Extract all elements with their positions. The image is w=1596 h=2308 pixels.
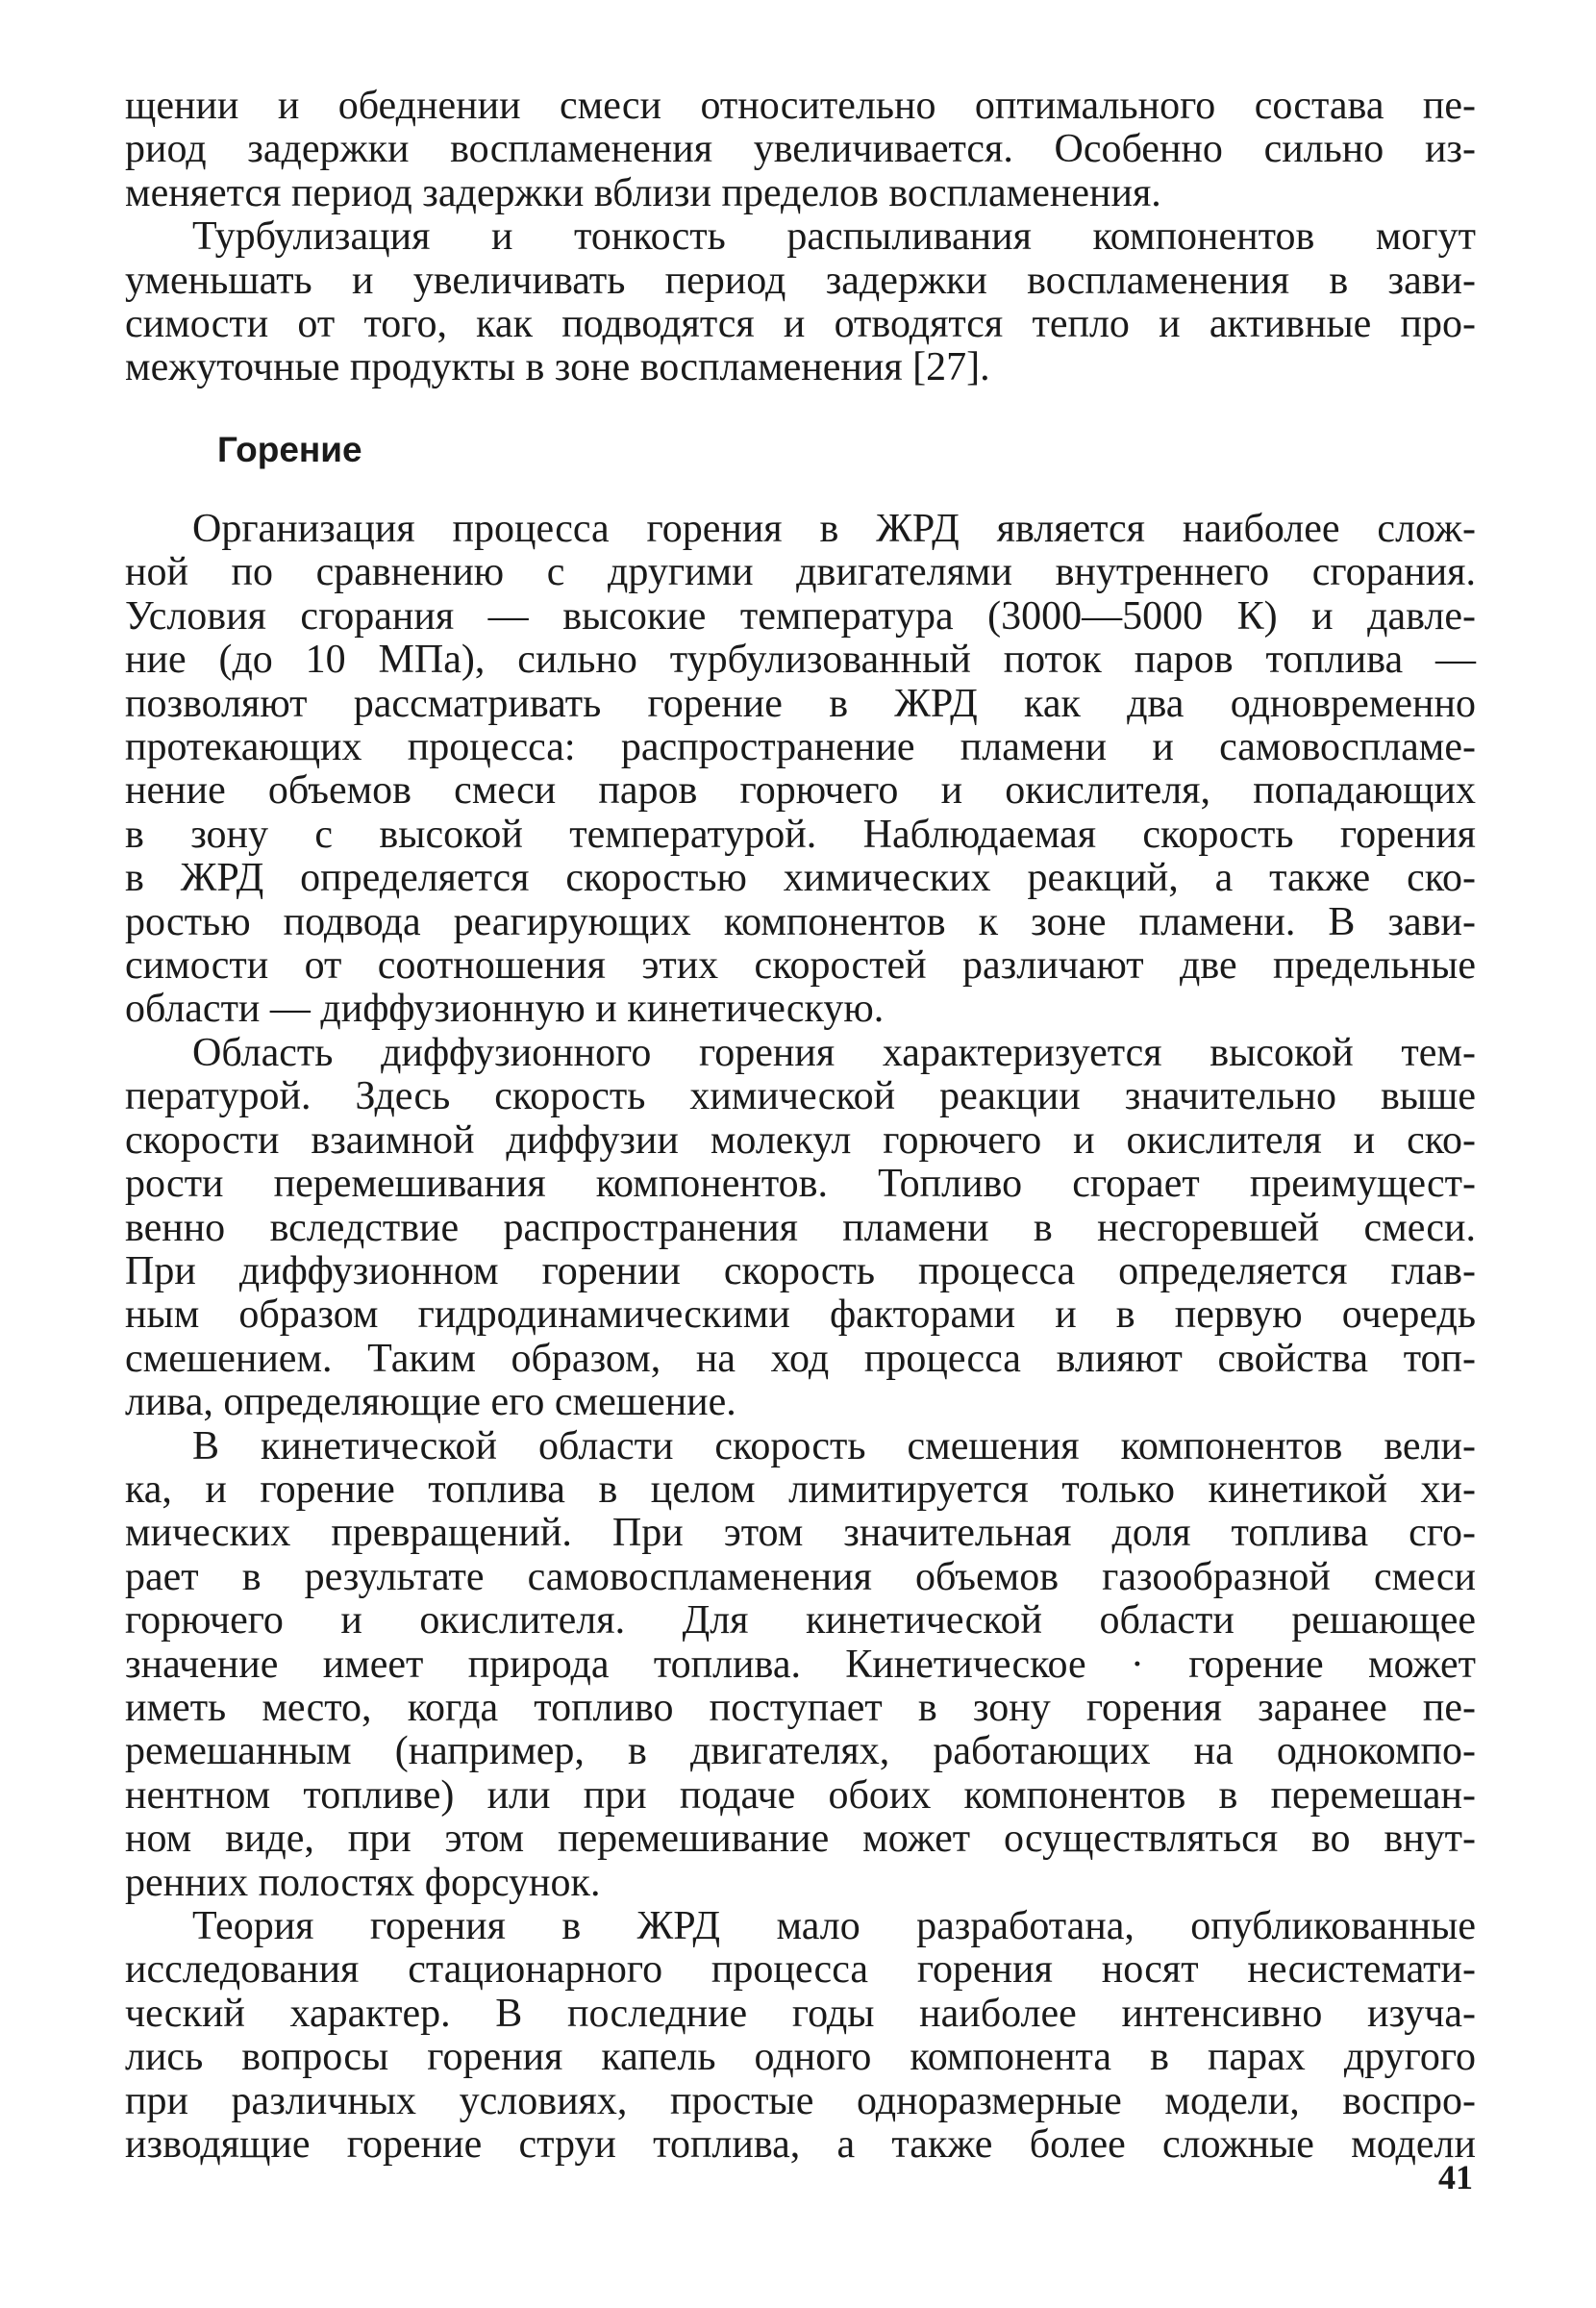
section-heading: Горение [217, 430, 362, 469]
text-line: ном виде, при этом перемешивание может осуществляться во внут- [125, 1817, 1476, 1862]
paragraph-3 [125, 508, 1476, 1032]
text-line: Условия сгорания — высокие температура (3000—5000 К) и давле- [125, 593, 1476, 639]
text-line: значение имеет природа топлива. Кинетическое · горение может [125, 1642, 1476, 1687]
text-line: лись вопросы горения капель одного компонента в парах другого [125, 2035, 1476, 2080]
text-line: протекающих процесса: распространение пламени и самовоспламе- [125, 725, 1476, 770]
text-line: ростью подвода реагирующих компонентов к зоне пламени. В зави- [125, 899, 1476, 944]
text-line: позволяют рассматривать горение в ЖРД как два одновременно [125, 681, 1476, 726]
text-line: исследования стационарного процесса горения носят несистемати- [125, 1947, 1476, 1993]
paragraph-2 [125, 215, 1476, 390]
text-line: ренних полостях форсунок. [125, 1860, 601, 1905]
text-line: ка, и горение топлива в целом лимитируется только кинетикой хи- [125, 1467, 1476, 1512]
text-line: венно вследствие распространения пламени в несгоревшей смеси. [125, 1205, 1476, 1250]
text-line: уменьшать и увеличивать период задержки воспламенения в зави- [125, 258, 1476, 303]
text-line: Область диффузионного горения характеризуется высокой тем- [192, 1030, 1476, 1075]
text-column-top [125, 85, 1476, 390]
paragraph-6 [125, 1905, 1476, 2167]
text-line: меняется период задержки вблизи пределов воспламенения. [125, 170, 1161, 215]
text-line: ние (до 10 МПа), сильно турбулизованный поток паров топлива — [125, 638, 1476, 683]
text-line: лива, определяющие его смешение. [125, 1380, 736, 1425]
page-number: 41 [1438, 2158, 1473, 2196]
paragraph-1 [125, 85, 1476, 215]
text-line: риод задержки воспламенения увеличивается. Особенно сильно из- [125, 127, 1476, 172]
text-line: щении и обеднении смеси относительно оптимального состава пе- [125, 84, 1476, 128]
text-line: иметь место, когда топливо поступает в зону горения заранее пе- [125, 1685, 1476, 1730]
text-line: рости перемешивания компонентов. Топливо сгорает преимущест- [125, 1162, 1476, 1207]
text-line: смешением. Таким образом, на ход процесса влияют свойства топ- [125, 1336, 1476, 1381]
text-line: симости от соотношения этих скоростей различают две предельные [125, 943, 1476, 989]
text-line: нентном топливе) или при подаче обоих компонентов в перемешан- [125, 1772, 1476, 1818]
text-line: горючего и окислителя. Для кинетической области решающее [125, 1598, 1476, 1643]
text-line: рает в результате самовоспламенения объемов газообразной смеси [125, 1554, 1476, 1599]
text-line: ческий характер. В последние годы наиболее интенсивно изуча- [125, 1991, 1476, 2036]
text-line: Турбулизация и тонкость распыливания компонентов могут [192, 214, 1476, 260]
text-line: мических превращений. При этом значительная доля топлива сго- [125, 1511, 1476, 1556]
text-line: симости от того, как подводятся и отводятся тепло и активные про- [125, 302, 1476, 347]
text-column-main [125, 508, 1476, 2167]
paragraph-4 [125, 1032, 1476, 1425]
text-line: ремешанным (например, в двигателях, работающих на однокомпо- [125, 1729, 1476, 1774]
text-line: в зону с высокой температурой. Наблюдаемая скорость горения [125, 812, 1476, 857]
text-line: В кинетической области скорость смешения компонентов вели- [192, 1423, 1476, 1468]
text-line: при различных условиях, простые одноразмерные модели, воспро- [125, 2078, 1476, 2123]
paragraph-5 [125, 1425, 1476, 1905]
text-line: Теория горения в ЖРД мало разработана, опубликованные [192, 1904, 1476, 1948]
text-line: области — диффузионную и кинетическую. [125, 987, 885, 1032]
text-line: изводящие горение струи топлива, а также более сложные модели [125, 2122, 1476, 2168]
text-line: скорости взаимной диффузии молекул горючего и окислителя и ско- [125, 1117, 1476, 1163]
text-line: нение объемов смеси паров горючего и окислителя, попадающих [125, 768, 1476, 814]
text-line: межуточные продукты в зоне воспламенения [27]. [125, 345, 990, 390]
text-line: ным образом гидродинамическими факторами и в первую очередь [125, 1292, 1476, 1338]
text-line: в ЖРД определяется скоростью химических реакций, а также ско- [125, 856, 1476, 901]
text-line: Организация процесса горения в ЖРД является наиболее слож- [192, 507, 1476, 551]
text-line: ной по сравнению с другими двигателями внутреннего сгорания. [125, 550, 1476, 595]
text-line: При диффузионном горении скорость процесса определяется глав- [125, 1248, 1476, 1293]
text-line: пературой. Здесь скорость химической реакции значительно выше [125, 1074, 1476, 1119]
